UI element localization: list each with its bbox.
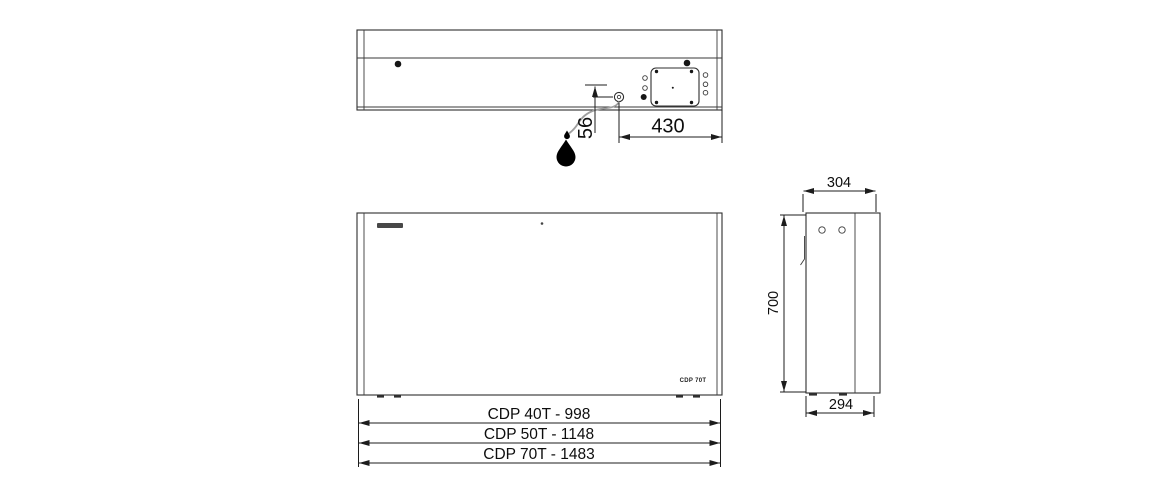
side-view-outline [806, 213, 880, 393]
plate-screw-icon [690, 101, 693, 104]
water-drop-icon [557, 140, 576, 167]
front-panel-dot [541, 222, 544, 225]
side-view [766, 175, 880, 417]
front-view [357, 213, 722, 467]
front-view-outline [357, 213, 722, 395]
width-dim-cdp70t-label: CDP 70T - 1483 [483, 446, 595, 463]
dimension-top-depth [803, 175, 876, 212]
mounting-plate [651, 68, 699, 106]
screw-icon [684, 60, 691, 67]
dim-drain-offset-label: 56 [575, 116, 597, 140]
dim-bottom-depth-label: 294 [828, 397, 854, 413]
top-view [357, 30, 722, 167]
dimension-height [766, 215, 806, 392]
width-dim-cdp50t-label: CDP 50T - 1148 [483, 426, 595, 443]
plate-center-mark [672, 87, 674, 89]
dim-top-depth-label: 304 [826, 175, 852, 191]
plate-screw-icon [690, 70, 693, 73]
brand-logo [377, 223, 403, 228]
dimension-bottom-depth [806, 396, 874, 417]
drain-outlet-outer [614, 92, 623, 101]
width-dim-cdp40t-label: CDP 40T - 998 [487, 406, 591, 423]
width-dimensions [359, 399, 721, 467]
small-water-drop-icon [564, 131, 570, 140]
dim-drain-to-edge-label: 430 [651, 115, 685, 138]
cable-grommet [641, 94, 647, 100]
drain-outlet [614, 92, 623, 101]
screw-icon [395, 61, 402, 68]
model-label: CDP 70T [679, 378, 707, 384]
plate-screw-icon [655, 70, 658, 73]
mounting-plate-outline [651, 68, 699, 106]
plate-screw-icon [655, 101, 658, 104]
dim-height-label: 700 [766, 290, 782, 316]
wall-bracket-hook [801, 236, 805, 265]
